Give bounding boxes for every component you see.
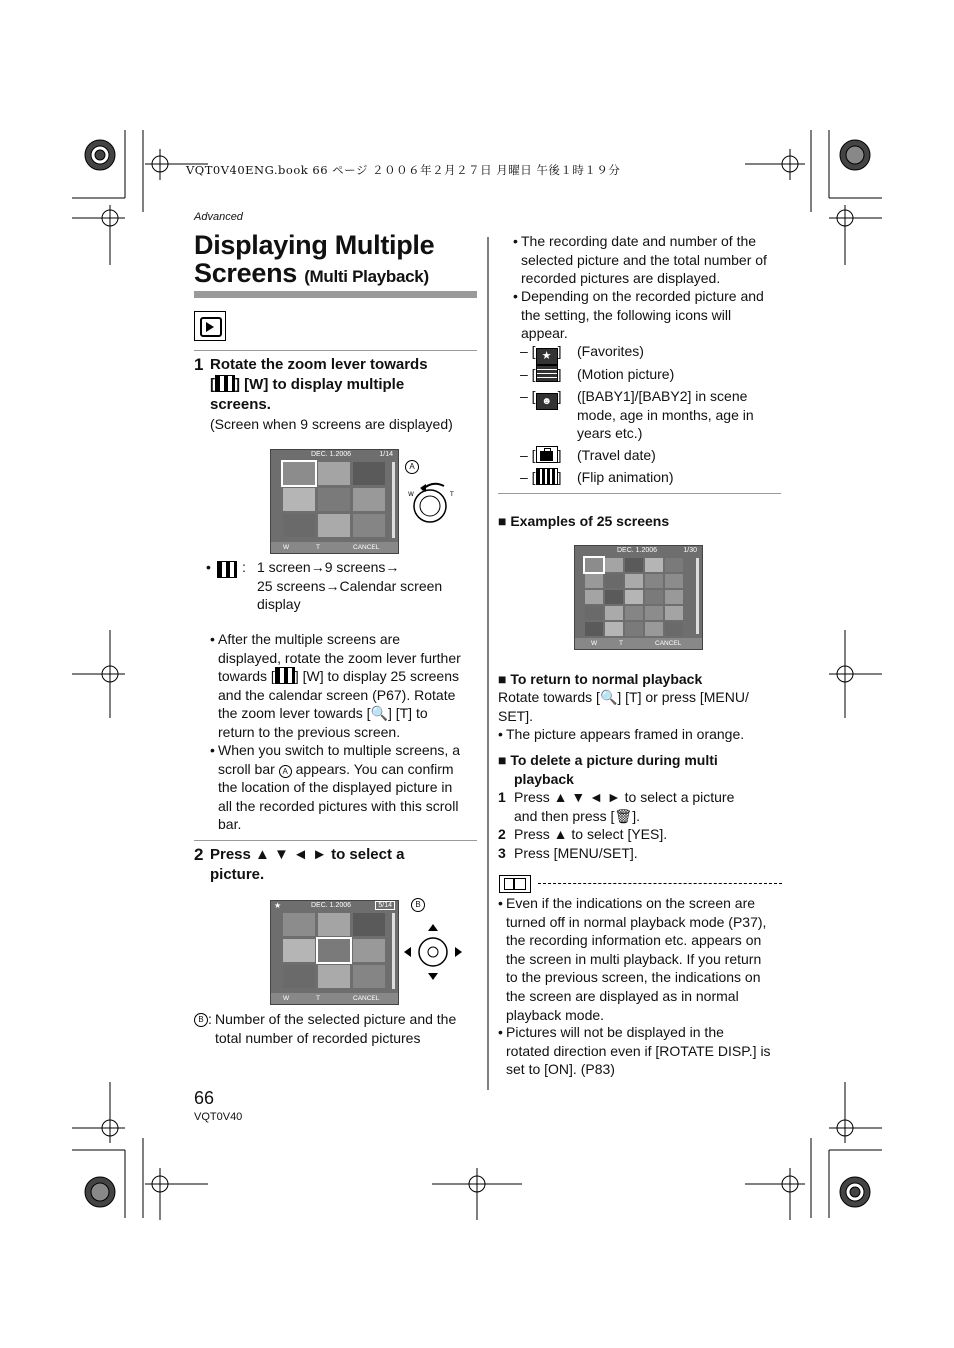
thumbnail (353, 965, 385, 988)
zoom-w-label: W (408, 491, 414, 498)
thumbnail (353, 462, 385, 485)
step1-line: screens. (210, 396, 271, 413)
icon-list-baby: – [ ☻ ] (520, 387, 561, 410)
bullet-item: • Even if the indications on the screen are turned off in normal playback mode (P37), the recording information etc. appears on the screen in multi playback. If you return to the previous screen, the indications on the screen are displayed as in normal playback mode. (506, 894, 782, 1024)
thumbnail (605, 590, 623, 604)
divider (498, 493, 781, 494)
colon: : (208, 1011, 212, 1027)
thumbnail (283, 913, 315, 936)
step-number: 1 (194, 355, 204, 374)
bullet-item: • Pictures will not be displayed in the rotated direction even if [ROTATE DISP.] is set to [ON]. (P83) (506, 1023, 782, 1079)
cycle-bullet: • (206, 559, 211, 575)
playback-mode-icon (194, 311, 226, 341)
multi-screen-icon (215, 375, 235, 392)
flip-icon (536, 468, 558, 485)
note-divider (538, 883, 782, 884)
bullet-item: • When you switch to multiple screens, a scroll bar A appears. You can confirm the location of the displayed picture in all the recorded pictures with this scroll bar. (218, 741, 480, 834)
thumbnail (585, 622, 603, 636)
thumbnail (645, 558, 663, 572)
thumbnail (645, 574, 663, 588)
delete-step: Press ▲ to select [YES]. (514, 826, 668, 842)
thumbnail (625, 606, 643, 620)
thumbnail (318, 462, 350, 485)
note-b-text: Number of the selected picture and the total number of recorded pictures (215, 1011, 457, 1046)
star-icon: ★ (536, 348, 558, 365)
thumbnail (605, 558, 623, 572)
zoom-t-label: T (450, 491, 454, 498)
thumbnail (585, 574, 603, 588)
examples-title: ■ Examples of 25 screens (498, 513, 670, 529)
lcd-cancel: CANCEL (655, 640, 682, 647)
title-main: Displaying Multiple Screens (194, 230, 435, 288)
zoom-in-icon: 🔍 (370, 705, 388, 722)
return-line: Rotate towards [🔍] [T] or press [MENU/ (498, 689, 749, 705)
lcd-count: 1/14 (379, 451, 393, 458)
bullet-item: • The recording date and number of the selected picture and the total number of recorded pictures are displayed. (521, 232, 783, 288)
scroll-bar (392, 913, 395, 989)
title-rule (194, 291, 477, 298)
cursor-buttons-icon (403, 924, 463, 982)
icon-label: (Favorites) (577, 343, 644, 359)
lcd-t: T (316, 995, 320, 1002)
zoom-lever-icon (404, 478, 464, 526)
star-icon: ★ (274, 901, 282, 910)
return-title: ■ To return to normal playback (498, 671, 703, 687)
thumbnail (353, 913, 385, 936)
thumbnail (585, 606, 603, 620)
bullet-item: • The picture appears framed in orange. (506, 725, 744, 744)
icon-label: (Motion picture) (577, 366, 675, 382)
thumbnail (625, 622, 643, 636)
step-number: 1 (498, 789, 506, 805)
bullet-item: • After the multiple screens are displayed, rotate the zoom lever further towards [ ] [W] to display 25 screens and the calendar screen (P67). Rotate the zoom lever towards [🔍] [T] to return to the previous screen. (218, 630, 480, 742)
icon-label: (Flip animation) (577, 469, 674, 485)
icon-label: (Travel date) (577, 447, 656, 463)
step1-line: Rotate the zoom lever towards (210, 356, 428, 373)
delete-title: ■ To delete a picture during multi (498, 752, 718, 768)
thumbnail (353, 488, 385, 511)
cycle-line: 25 screens→Calendar screen (257, 578, 443, 594)
thumbnail (665, 622, 683, 636)
delete-step: Press ▲ ▼ ◄ ► to select a picture (514, 789, 735, 805)
lcd-t: T (619, 640, 623, 647)
label-a: A (405, 460, 419, 474)
thumbnail (645, 606, 663, 620)
lcd-w: W (591, 640, 598, 647)
step1-instruction (210, 355, 480, 415)
lcd-9-screens-selected (270, 900, 399, 1005)
step1-line: [ ] [W] to display multiple (210, 376, 405, 393)
thumbnail (283, 514, 315, 537)
thumbnail (645, 590, 663, 604)
thumbnail (605, 622, 623, 636)
step-number: 2 (498, 826, 506, 842)
lcd-date: DEC. 1.2006 (311, 902, 352, 909)
doc-code: VQT0V40 (194, 1111, 243, 1123)
bullet-item: • Depending on the recorded picture and the setting, the following icons will appear. (521, 287, 783, 343)
thumbnail (283, 939, 315, 962)
thumbnail (605, 574, 623, 588)
lcd-w: W (283, 995, 290, 1002)
step-number: 2 (194, 845, 204, 864)
delete-title: playback (514, 771, 574, 787)
zoom-in-icon: 🔍 (599, 689, 618, 705)
thumbnail (625, 574, 643, 588)
thumbnail (283, 488, 315, 511)
page-title (194, 231, 479, 291)
thumbnail (353, 939, 385, 962)
lcd-25-screens (574, 545, 703, 650)
icon-label: ([BABY1]/[BABY2] in scene mode, age in months, age in years etc.) (577, 388, 754, 442)
thumbnail (665, 590, 683, 604)
thumbnail (665, 606, 683, 620)
lcd-cancel: CANCEL (353, 544, 380, 551)
divider (194, 350, 477, 351)
lcd-date: DEC. 1.2006 (617, 547, 658, 554)
multi-screen-icon (217, 561, 237, 578)
cycle-line: display (257, 596, 301, 612)
delete-step: and then press [🗑]. (514, 808, 640, 824)
thumbnail (283, 965, 315, 988)
section-label: Advanced (194, 211, 243, 223)
thumbnail (318, 514, 350, 537)
file-info-header: VQT0V40ENG.book 66 ページ ２００６年２月２７日 月曜日 午後１時１９分 (186, 163, 621, 177)
thumbnail (645, 622, 663, 636)
thumbnail (318, 488, 350, 511)
divider (194, 840, 477, 841)
note-icon (499, 875, 531, 893)
lcd-count: 1/30 (683, 547, 697, 554)
thumbnail (665, 574, 683, 588)
delete-step: Press [MENU/SET]. (514, 845, 638, 861)
step-number: 3 (498, 845, 506, 861)
thumbnail (353, 514, 385, 537)
label-b: B (411, 898, 425, 912)
return-line: SET]. (498, 708, 534, 724)
icon-list-travel: – [ ] (520, 447, 562, 463)
page-number: 66 (194, 1088, 215, 1108)
step2-instruction: Press ▲ ▼ ◄ ► to select a picture. (210, 846, 405, 883)
title-sub: (Multi Playback) (304, 267, 429, 286)
thumbnail (318, 939, 350, 962)
film-icon (536, 365, 558, 382)
thumbnail (625, 558, 643, 572)
scroll-bar (696, 558, 699, 634)
cycle-line: 1 screen→9 screens→ (257, 559, 400, 575)
suitcase-icon (536, 446, 558, 463)
thumbnail (605, 606, 623, 620)
thumbnail (318, 913, 350, 936)
icon-list-motion: – [ ] (520, 366, 562, 382)
icon-list-flip: – [ ] (520, 469, 562, 485)
multi-screen-icon (275, 667, 295, 684)
thumbnail (665, 558, 683, 572)
label-b: B (194, 1013, 208, 1027)
thumbnail (625, 590, 643, 604)
lcd-t: T (316, 544, 320, 551)
thumbnail (283, 462, 315, 485)
lcd-cancel: CANCEL (353, 995, 380, 1002)
scroll-bar (392, 462, 395, 538)
lcd-date: DEC. 1.2006 (311, 451, 352, 458)
thumbnail (318, 965, 350, 988)
thumbnail (585, 590, 603, 604)
lcd-count: 5/14 (375, 901, 395, 910)
lcd-w: W (283, 544, 290, 551)
label-a-inline: A (279, 765, 292, 778)
trash-icon: 🗑 (614, 808, 633, 824)
lcd-9-screens (270, 449, 399, 554)
icon-list-favorites: – [ ★ ] (520, 342, 561, 365)
thumbnail (585, 558, 603, 572)
cycle-colon: : (242, 559, 246, 575)
step1-caption: (Screen when 9 screens are displayed) (210, 416, 453, 432)
baby-icon: ☻ (536, 393, 558, 410)
